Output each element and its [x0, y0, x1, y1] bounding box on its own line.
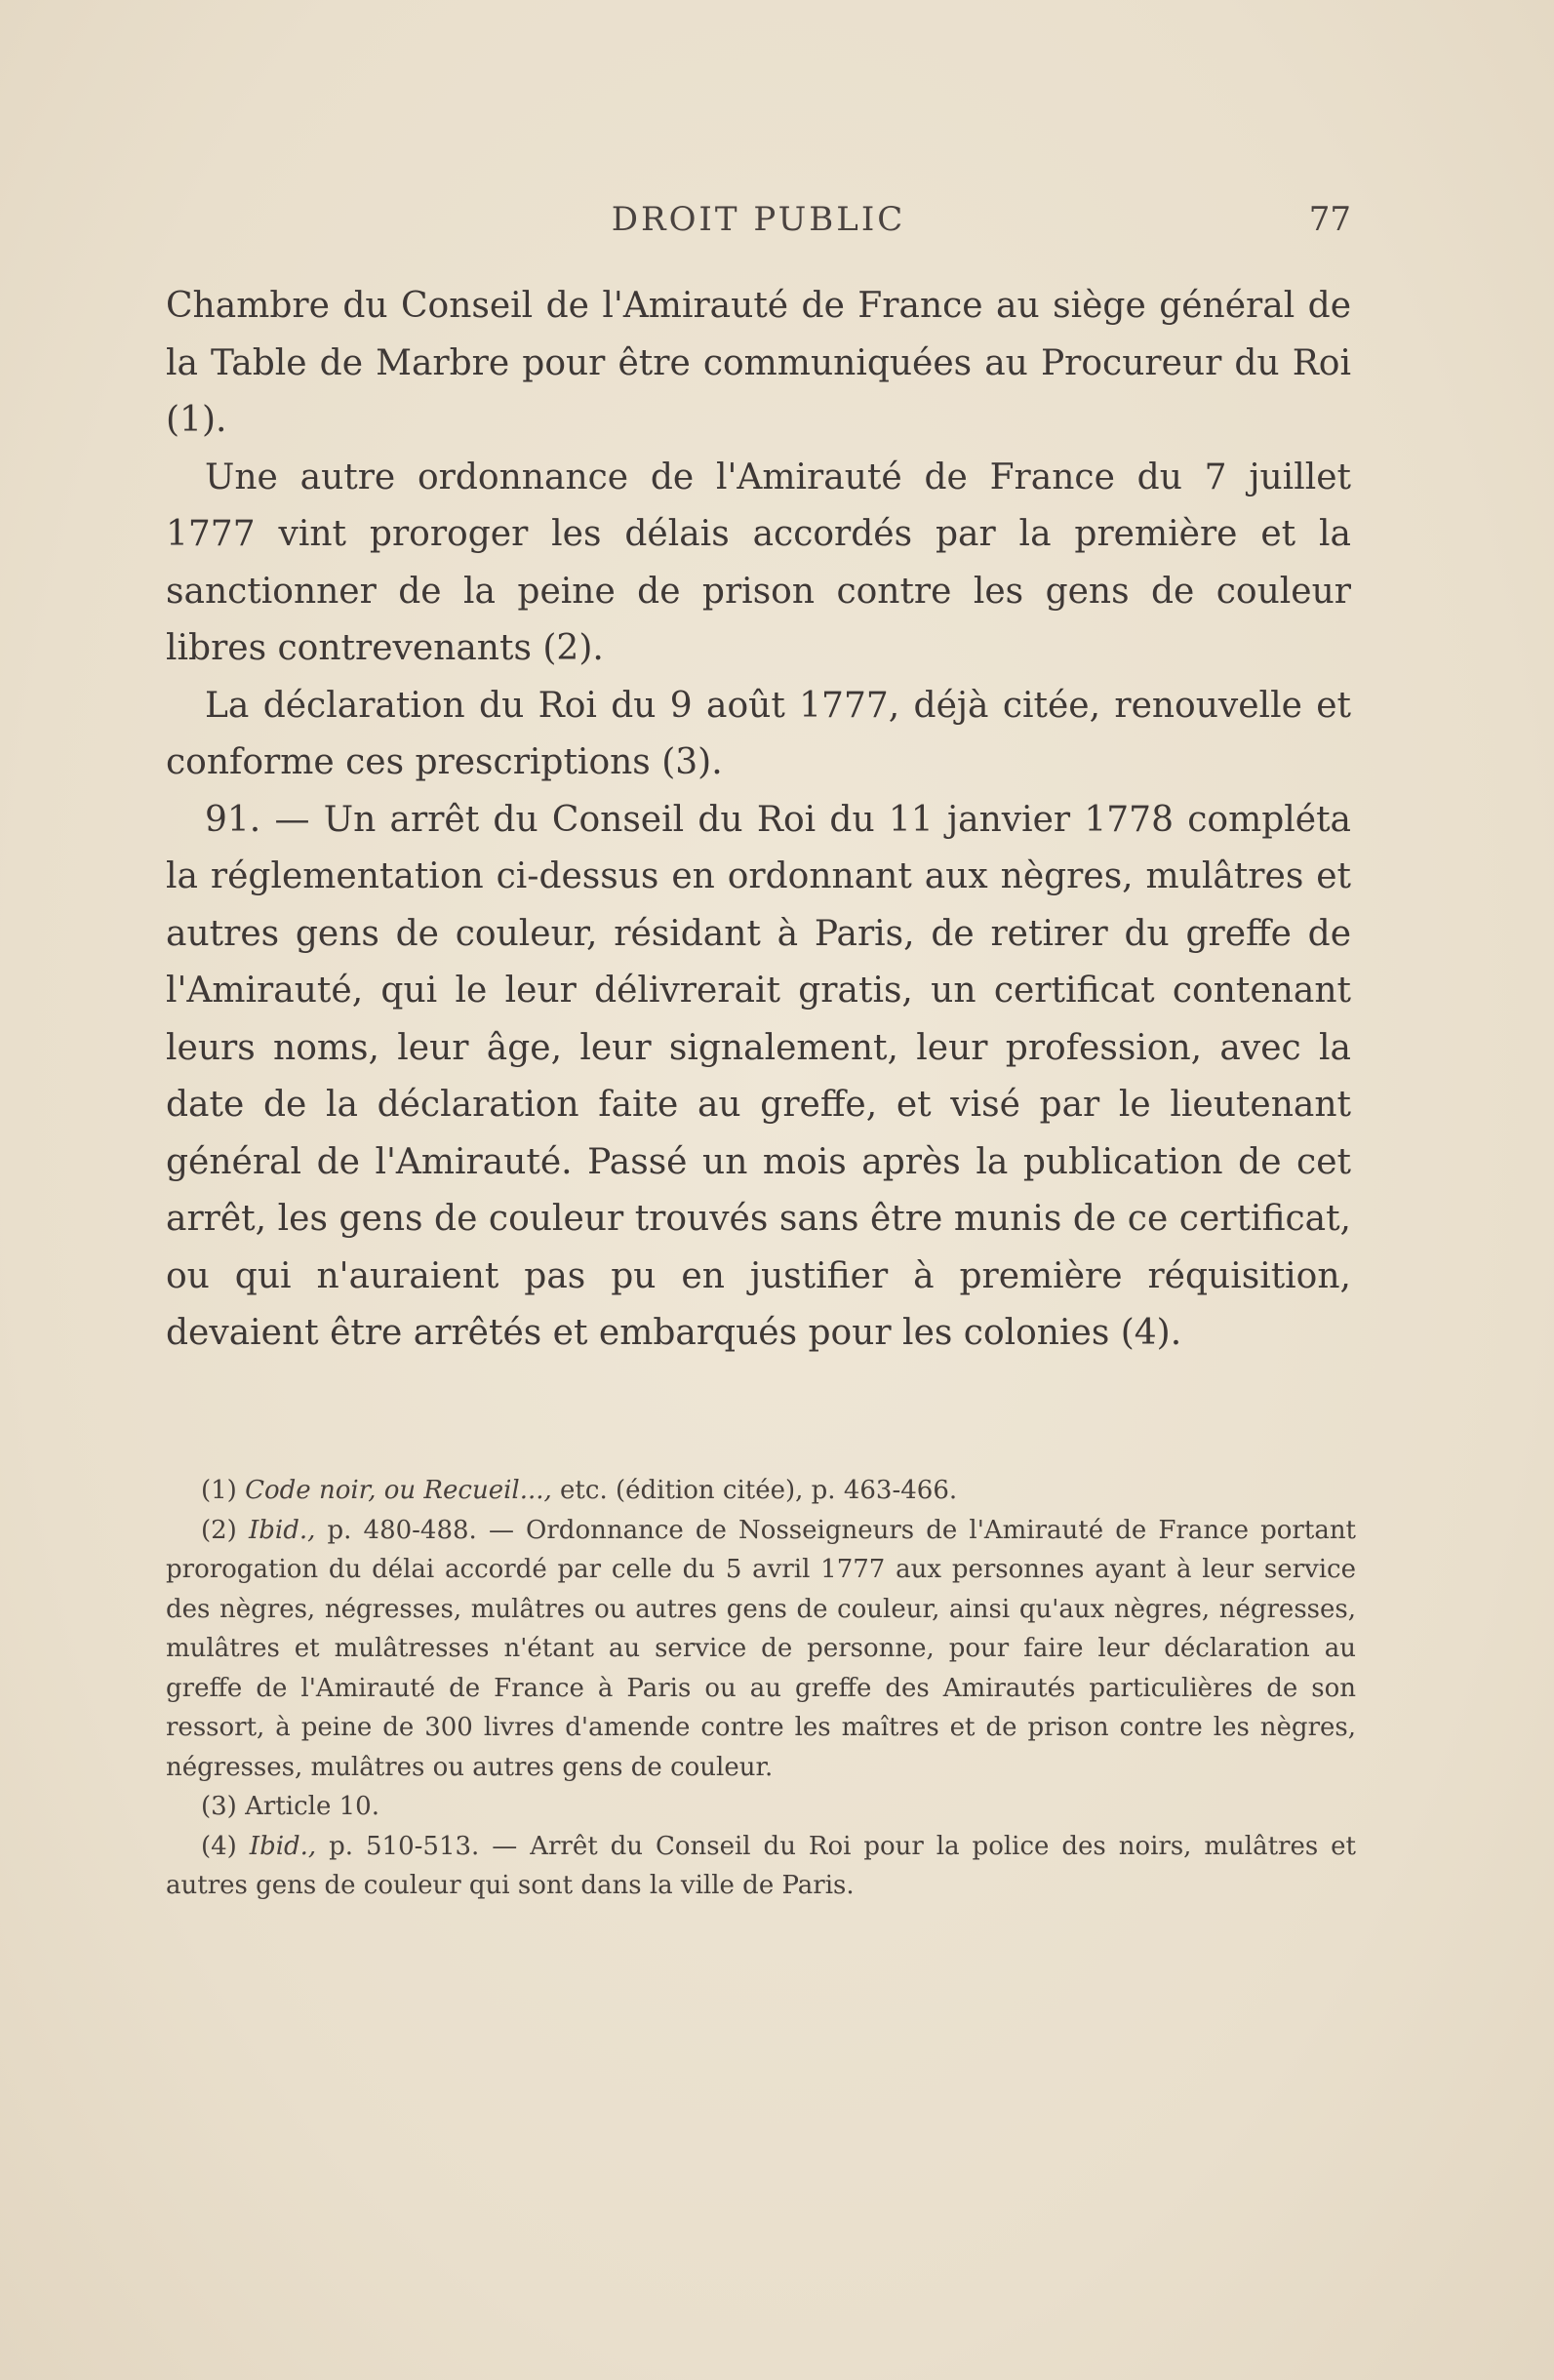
footnote-mark: (3) [201, 1792, 237, 1821]
footnote-text: Article 10. [245, 1792, 379, 1821]
footnote-text: p. 480-488. — Ordonnance de Nosseigneurs de l'Amirauté de France portant prorogation du délai accordé par celle du 5 avril 1777 aux personnes ayant à leur service des nègres, négresses, mulâtres ou autres gens de couleur, ainsi qu'aux nègres, négresses, mulâtres et mulâtresses n'étant au service de personne, pour faire leur déclaration au greffe de l'Amirauté de France à Paris ou au greffe des Amirautés particulières de son ressort, à peine de 300 livres d'amende contre les maîtres et de prison contre les nègres, négresses, mulâtres ou autres gens de couleur. [166, 1515, 1357, 1782]
footnote-mark: (1) [201, 1476, 237, 1505]
body-text [166, 278, 1351, 1363]
footnote-text: p. 510-513. — Arrêt du Conseil du Roi pour la police des noirs, mulâtres et autres gens de couleur qui sont dans la ville de Paris. [166, 1831, 1357, 1900]
running-head [166, 200, 1351, 249]
paragraph: Chambre du Conseil de l'Amirauté de France au siège général de la Table de Marbre pour être communiquées au Procureur du Roi (1). [166, 286, 1351, 440]
footnote-text: etc. (édition citée), p. 463-466. [560, 1476, 958, 1505]
footnote-italic: Ibid., [249, 1831, 317, 1861]
footnote-mark: (4) [201, 1831, 237, 1861]
footnote [166, 1827, 1356, 1906]
paragraph: Une autre ordonnance de l'Amirauté de France du 7 juillet 1777 vint proroger les délais accordés par la première et la sanctionner de la peine de prison contre les gens de couleur libres contrevenants (2). [166, 456, 1351, 668]
footnote [166, 1471, 1356, 1511]
footnote [166, 1511, 1356, 1788]
footnote-mark: (2) [201, 1515, 237, 1545]
paragraph: 91. — Un arrêt du Conseil du Roi du 11 janvier 1778 compléta la réglementation ci-dessus en ordonnant aux nègres, mulâtres et autres gens de couleur, résidant à Paris, de retirer du greffe de l'Amirauté, qui le leur délivrerait gratis, un certificat contenant leurs noms, leur âge, leur signalement, leur profession, avec la date de la déclaration faite au greffe, et visé par le lieutenant général de l'Amirauté. Passé un mois après la publication de cet arrêt, les gens de couleur trouvés sans être munis de ce certificat, ou qui n'auraient pas pu en justifier à première réquisition, devaient être arrêtés et embarqués pour les colonies (4). [166, 799, 1351, 1353]
paragraph: La déclaration du Roi du 9 août 1777, déjà citée, renouvelle et conforme ces prescriptions (3). [166, 685, 1351, 782]
footnotes [166, 1471, 1356, 1906]
running-title: DROIT PUBLIC [611, 200, 906, 239]
footnote-italic: Code noir, ou Recueil..., [245, 1476, 552, 1505]
footnote-italic: Ibid., [248, 1515, 316, 1545]
page-number: 77 [1308, 200, 1351, 239]
footnote [166, 1787, 1356, 1827]
